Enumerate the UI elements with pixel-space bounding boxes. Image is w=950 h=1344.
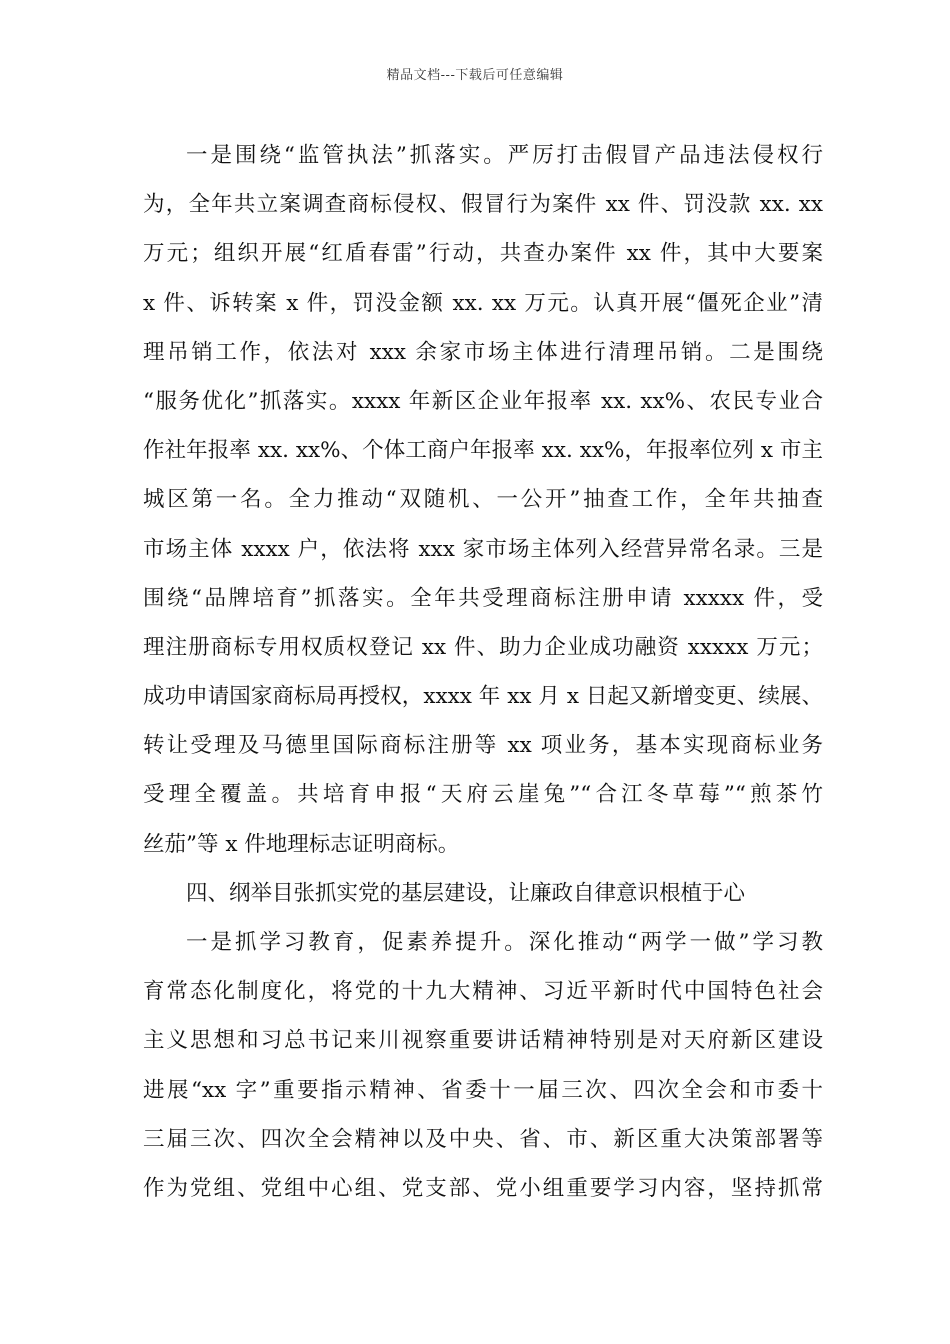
text-line: x 件、诉转案 x 件，罚没金额 xx. xx 万元。认真开展“僵死企业”清 xyxy=(143,290,823,316)
text-line: 理注册商标专用权质权登记 xx 件、助力企业成功融资 xxxxx 万元； xyxy=(143,634,823,660)
text-line: 为，全年共立案调查商标侵权、假冒行为案件 xx 件、罚没款 xx. xx xyxy=(143,192,823,218)
text-line: “服务优化”抓落实。xxxx 年新区企业年报率 xx. xx%、农民专业合 xyxy=(143,388,823,414)
document-body xyxy=(143,131,823,1213)
text-line: 作为党组、党组中心组、党支部、党小组重要学习内容，坚持抓常 xyxy=(143,1175,823,1201)
text-line: 作社年报率 xx. xx%、个体工商户年报率 xx. xx%，年报率位列 x 市主 xyxy=(143,438,823,464)
text-line: 丝茄”等 x 件地理标志证明商标。 xyxy=(143,831,460,857)
text-line: 转让受理及马德里国际商标注册等 xx 项业务，基本实现商标业务 xyxy=(143,733,823,759)
text-line: 一是围绕“监管执法”抓落实。严厉打击假冒产品违法侵权行 xyxy=(186,143,823,168)
text-line: 成功申请国家商标局再授权，xxxx 年 xx 月 x 日起又新增变更、续展、 xyxy=(143,684,823,710)
text-line: 万元；组织开展“红盾春雷”行动，共查办案件 xx 件，其中大要案 xyxy=(143,241,823,267)
text-line: 市场主体 xxxx 户，依法将 xxx 家市场主体列入经营异常名录。三是 xyxy=(143,536,823,562)
text-line: 理吊销工作，依法对 xxx 余家市场主体进行清理吊销。二是围绕 xyxy=(143,339,823,365)
section-heading: 四、纲举目张抓实党的基层建设，让廉政自律意识根植于心 xyxy=(186,880,746,906)
text-line: 三届三次、四次全会精神以及中央、省、市、新区重大决策部署等 xyxy=(143,1126,823,1152)
text-line: 主义思想和习总书记来川视察重要讲话精神特别是对天府新区建设 xyxy=(143,1028,823,1054)
document-header: 精品文档---下载后可任意编辑 xyxy=(386,68,564,83)
text-line: 受理全覆盖。共培育申报“天府云崖兔”“合江冬草莓”“煎茶竹 xyxy=(143,782,823,808)
text-line: 一是抓学习教育，促素养提升。深化推动“两学一做”学习教 xyxy=(186,930,823,955)
text-line: 围绕“品牌培育”抓落实。全年共受理商标注册申请 xxxxx 件，受 xyxy=(143,585,823,611)
text-line: 城区第一名。全力推动“双随机、一公开”抽查工作，全年共抽查 xyxy=(143,487,823,513)
text-line: 育常态化制度化，将党的十九大精神、习近平新时代中国特色社会 xyxy=(143,979,823,1005)
text-line: 进展“xx 字”重要指示精神、省委十一届三次、四次全会和市委十 xyxy=(143,1077,823,1103)
